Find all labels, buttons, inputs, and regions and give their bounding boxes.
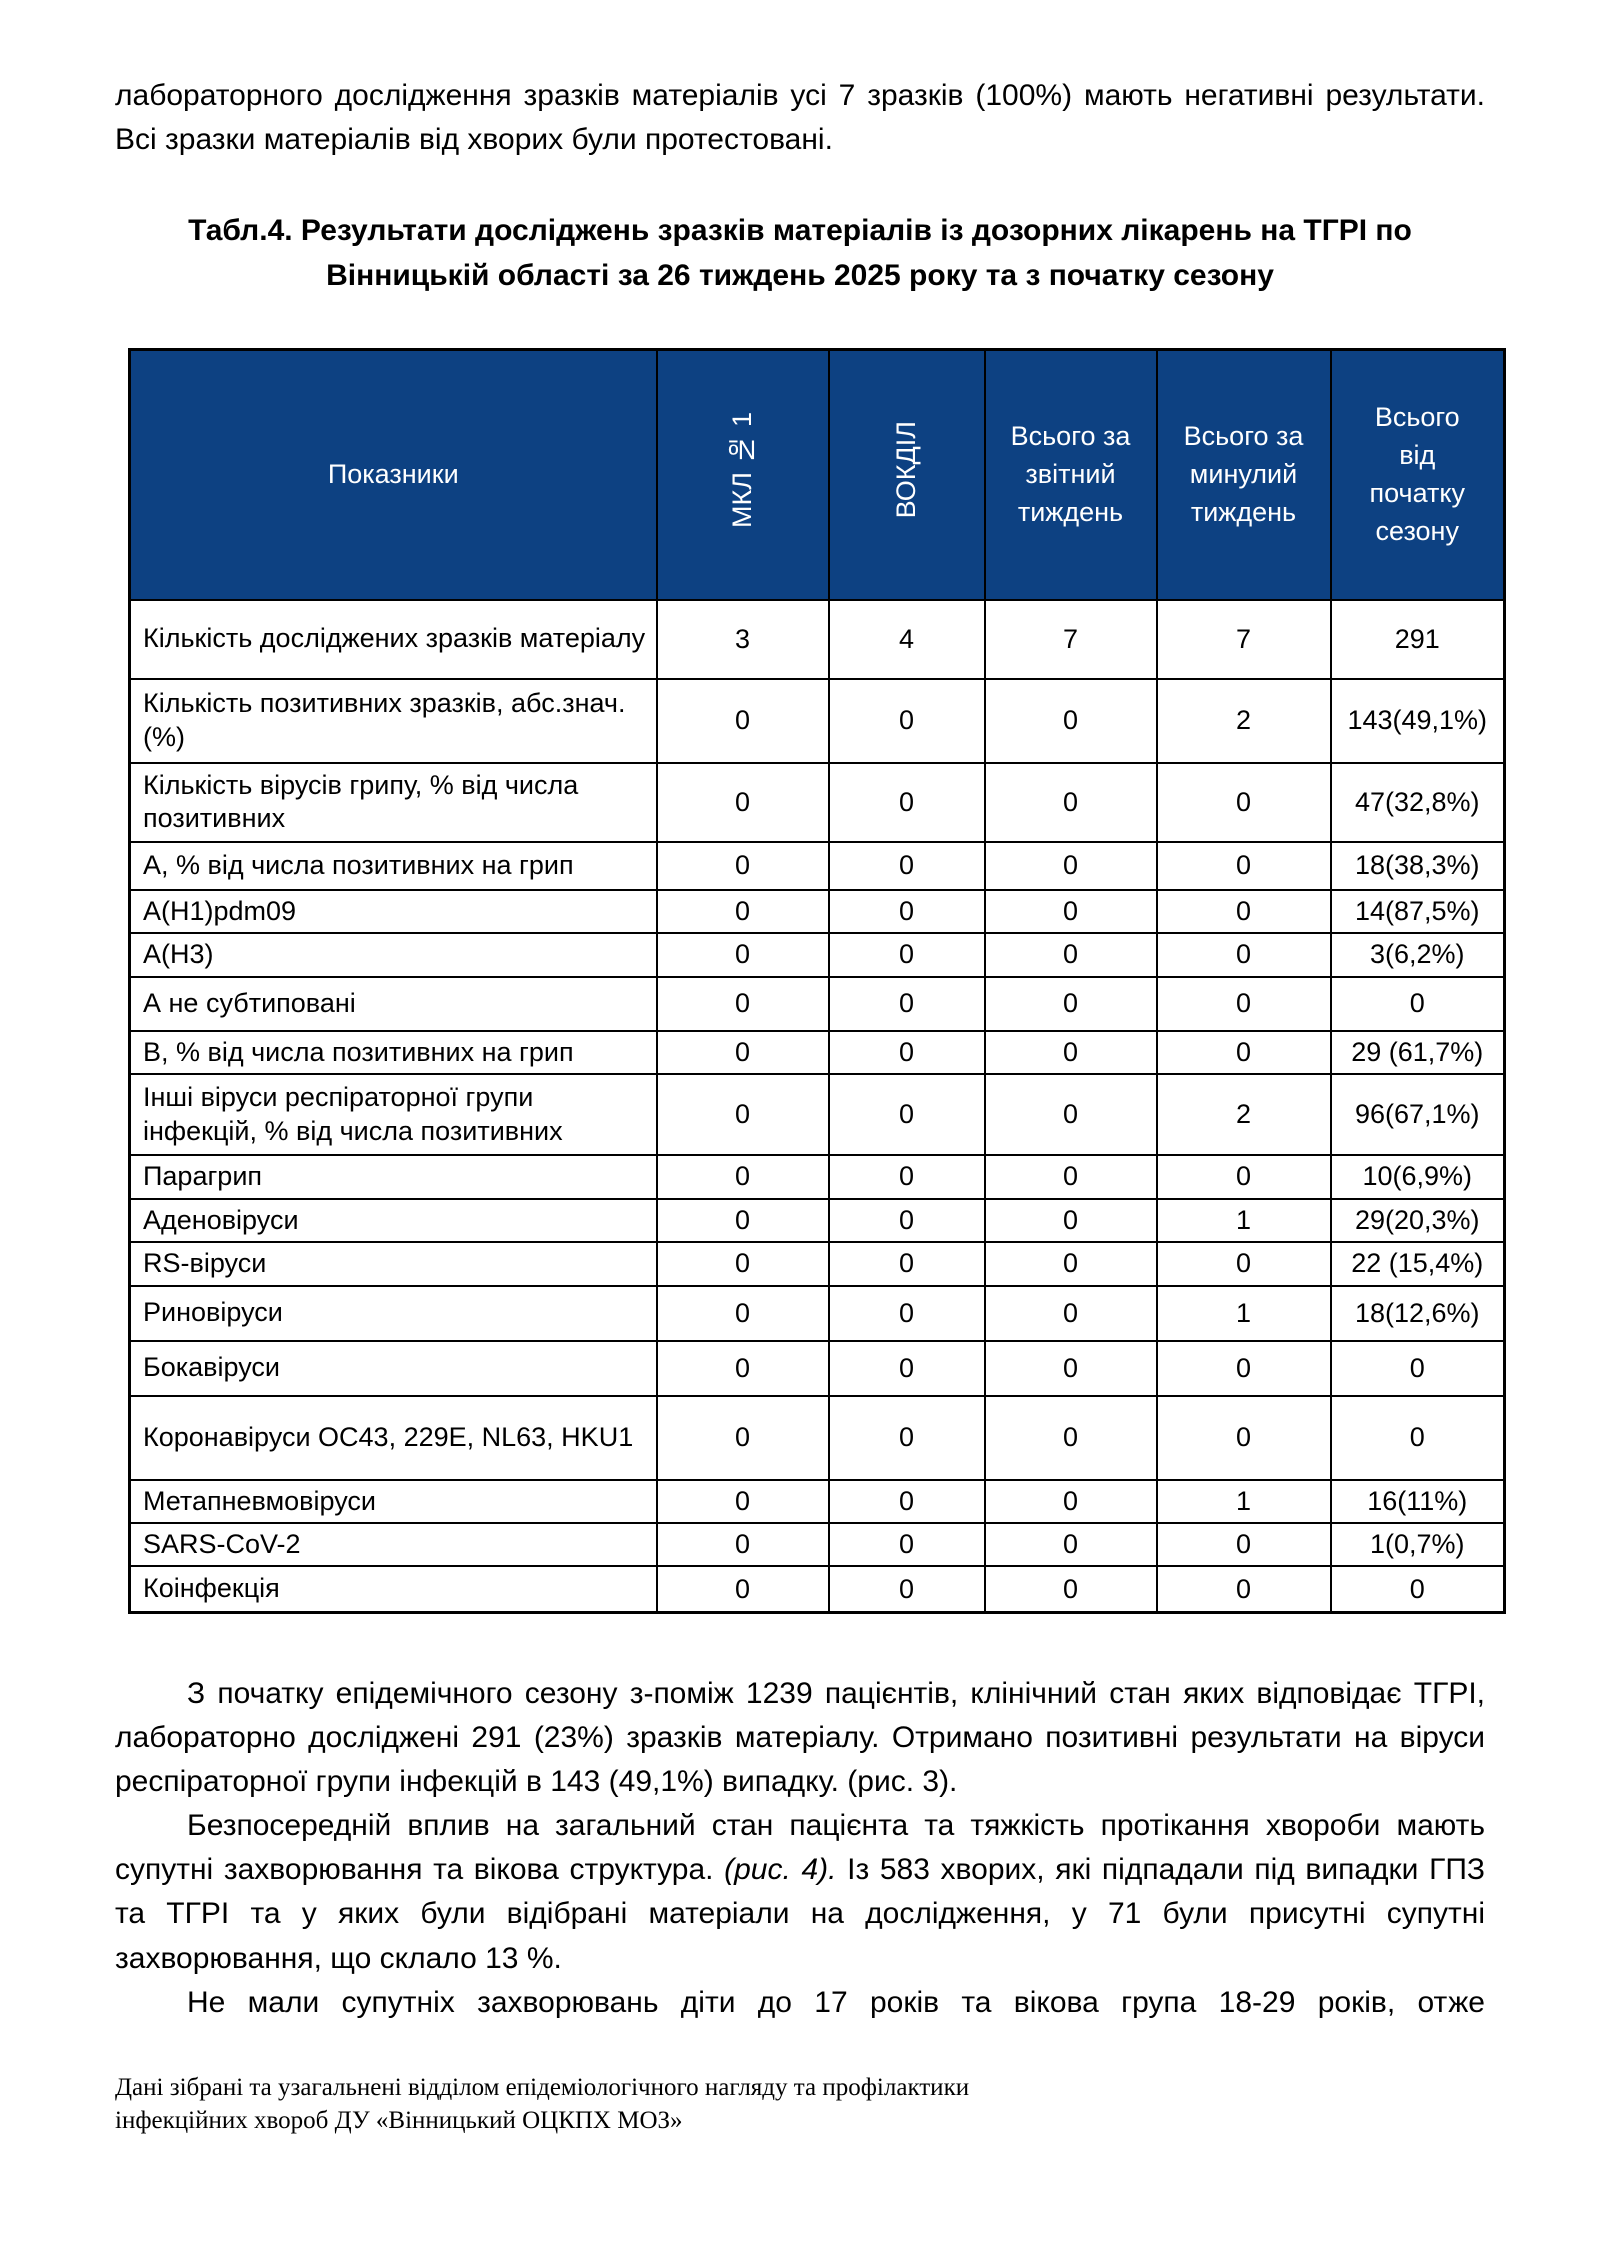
cell-value: 0 xyxy=(657,1242,829,1285)
table-row xyxy=(130,1074,1505,1155)
row-label: А не субтиповані xyxy=(130,977,657,1031)
body-text xyxy=(115,1672,1485,2025)
cell-value: 0 xyxy=(829,1396,985,1480)
cell-value: 0 xyxy=(985,679,1157,763)
cell-value: 47(32,8%) xyxy=(1331,763,1505,842)
cell-value: 0 xyxy=(1157,763,1331,842)
cell-value: 0 xyxy=(829,977,985,1031)
table-row xyxy=(130,1396,1505,1480)
table-row xyxy=(130,1155,1505,1198)
column-header-indicators: Показники xyxy=(130,350,657,600)
cell-value: 0 xyxy=(985,1031,1157,1074)
row-label: Парагрип xyxy=(130,1155,657,1198)
cell-value: 3 xyxy=(657,600,829,679)
cell-value: 0 xyxy=(829,842,985,890)
cell-value: 0 xyxy=(829,1031,985,1074)
cell-value: 0 xyxy=(829,763,985,842)
cell-value: 29 (61,7%) xyxy=(1331,1031,1505,1074)
cell-value: 0 xyxy=(1157,1566,1331,1612)
table-row xyxy=(130,933,1505,976)
cell-value: 0 xyxy=(657,763,829,842)
cell-value: 1(0,7%) xyxy=(1331,1523,1505,1566)
cell-value: 0 xyxy=(829,1074,985,1155)
cell-value: 18(38,3%) xyxy=(1331,842,1505,890)
row-label: Кількість вірусів грипу, % від числа позитивних xyxy=(130,763,657,842)
cell-value: 0 xyxy=(985,1286,1157,1341)
cell-value: 0 xyxy=(829,1286,985,1341)
row-label: А, % від числа позитивних на грип xyxy=(130,842,657,890)
row-label: В, % від числа позитивних на грип xyxy=(130,1031,657,1074)
cell-value: 0 xyxy=(829,1155,985,1198)
row-label: Риновіруси xyxy=(130,1286,657,1341)
cell-value: 0 xyxy=(985,763,1157,842)
table-row xyxy=(130,1199,1505,1242)
cell-value: 0 xyxy=(657,679,829,763)
cell-value: 0 xyxy=(657,1480,829,1523)
row-label: Коінфекція xyxy=(130,1566,657,1612)
cell-value: 1 xyxy=(1157,1199,1331,1242)
cell-value: 4 xyxy=(829,600,985,679)
cell-value: 0 xyxy=(985,1341,1157,1396)
cell-value: 143(49,1%) xyxy=(1331,679,1505,763)
cell-value: 0 xyxy=(1331,1396,1505,1480)
table-body xyxy=(130,600,1505,1613)
cell-value: 0 xyxy=(829,1341,985,1396)
cell-value: 0 xyxy=(985,1566,1157,1612)
cell-value: 0 xyxy=(657,1523,829,1566)
row-label: Кількість досліджених зразків матеріалу xyxy=(130,600,657,679)
cell-value: 0 xyxy=(1331,977,1505,1031)
cell-value: 0 xyxy=(1157,890,1331,933)
column-header-mkl1 xyxy=(657,350,829,600)
table-row xyxy=(130,679,1505,763)
cell-value: 7 xyxy=(985,600,1157,679)
paragraph-age-groups: Не мали супутніх захворювань діти до 17 років та вікова група 18-29 років, отже xyxy=(187,1985,1485,2019)
row-label: SARS-CoV-2 xyxy=(130,1523,657,1566)
cell-value: 0 xyxy=(657,1199,829,1242)
cell-value: 0 xyxy=(985,1523,1157,1566)
table-row xyxy=(130,890,1505,933)
column-header-vokdil xyxy=(829,350,985,600)
cell-value: 96(67,1%) xyxy=(1331,1074,1505,1155)
table-header xyxy=(130,350,1505,600)
cell-value: 22 (15,4%) xyxy=(1331,1242,1505,1285)
cell-value: 0 xyxy=(1157,1341,1331,1396)
cell-value: 0 xyxy=(1331,1341,1505,1396)
footer-note: Дані зібрані та узагальнені відділом епідеміологічного нагляду та профілактики інфекційних хвороб ДУ «Вінницький ОЦКПХ МОЗ» xyxy=(115,2073,970,2135)
column-header-vokdil-label: ВОКДІЛ xyxy=(890,420,921,519)
table-header-row xyxy=(130,350,1505,600)
cell-value: 18(12,6%) xyxy=(1331,1286,1505,1341)
cell-value: 0 xyxy=(1157,1396,1331,1480)
cell-value: 0 xyxy=(985,1480,1157,1523)
table-row xyxy=(130,1480,1505,1523)
cell-value: 29(20,3%) xyxy=(1331,1199,1505,1242)
cell-value: 0 xyxy=(985,1242,1157,1285)
cell-value: 0 xyxy=(829,933,985,976)
cell-value: 0 xyxy=(829,890,985,933)
table-title: Табл.4. Результати досліджень зразків матеріалів із дозорних лікарень на ТГРІ по Вінницькій області за 26 тиждень 2025 року та з початку сезону xyxy=(188,214,1412,293)
table-row xyxy=(130,1242,1505,1285)
table-row xyxy=(130,1566,1505,1612)
cell-value: 10(6,9%) xyxy=(1331,1155,1505,1198)
column-header-season-total: Всього від початку сезону xyxy=(1331,350,1505,600)
table-row xyxy=(130,600,1505,679)
column-header-previous-week: Всього за минулий тиждень xyxy=(1157,350,1331,600)
cell-value: 16(11%) xyxy=(1331,1480,1505,1523)
cell-value: 0 xyxy=(985,933,1157,976)
paragraph-comorbidity-end: Із 583 хворих, які підпадали під випадки ГПЗ та ТГРІ та у яких були відібрані матеріали на дослідження, у 71 були присутні супутні захворювання, що склало 13 %. xyxy=(115,1853,1486,1975)
cell-value: 3(6,2%) xyxy=(1331,933,1505,976)
row-label: Бокавіруси xyxy=(130,1341,657,1396)
table-row xyxy=(130,763,1505,842)
cell-value: 0 xyxy=(1157,933,1331,976)
row-label: RS-віруси xyxy=(130,1242,657,1285)
cell-value: 0 xyxy=(985,1396,1157,1480)
cell-value: 0 xyxy=(829,1242,985,1285)
table-row xyxy=(130,1286,1505,1341)
column-header-report-week: Всього за звітний тиждень xyxy=(985,350,1157,600)
cell-value: 2 xyxy=(1157,1074,1331,1155)
row-label: A(H1)pdm09 xyxy=(130,890,657,933)
cell-value: 0 xyxy=(657,1074,829,1155)
cell-value: 0 xyxy=(1157,842,1331,890)
cell-value: 1 xyxy=(1157,1480,1331,1523)
cell-value: 0 xyxy=(985,890,1157,933)
cell-value: 0 xyxy=(829,1480,985,1523)
figure-reference: (рис. 4). xyxy=(724,1853,837,1887)
cell-value: 0 xyxy=(829,1523,985,1566)
table-row xyxy=(130,1523,1505,1566)
cell-value: 0 xyxy=(1157,1242,1331,1285)
cell-value: 0 xyxy=(829,679,985,763)
cell-value: 291 xyxy=(1331,600,1505,679)
cell-value: 0 xyxy=(657,1566,829,1612)
row-label: Коронавіруси OC43, 229E, NL63, HKU1 xyxy=(130,1396,657,1480)
row-label: Кількість позитивних зразків, абс.знач. (%) xyxy=(130,679,657,763)
cell-value: 14(87,5%) xyxy=(1331,890,1505,933)
cell-value: 0 xyxy=(657,1341,829,1396)
intro-paragraph: лабораторного дослідження зразків матеріалів усі 7 зразків (100%) мають негативні результати. Всі зразки матеріалів від хворих були протестовані. xyxy=(115,79,1485,157)
cell-value: 0 xyxy=(829,1199,985,1242)
cell-value: 2 xyxy=(1157,679,1331,763)
cell-value: 7 xyxy=(1157,600,1331,679)
row-label: A(H3) xyxy=(130,933,657,976)
cell-value: 0 xyxy=(985,977,1157,1031)
paragraph-comorbidity-start: Безпосередній вплив на загальний стан пацієнта та тяжкість протікання хвороби мають супутні захворювання та вікова структура. xyxy=(115,1809,1485,1887)
cell-value: 0 xyxy=(1157,1031,1331,1074)
cell-value: 0 xyxy=(985,1074,1157,1155)
paragraph-season-summary: З початку епідемічного сезону з-поміж 1239 пацієнтів, клінічний стан яких відповідає ТГРІ, лабораторно досліджені 291 (23%) зразків матеріалу. Отримано позитивні результати на віруси респіраторної групи інфекцій в 143 (49,1%) випадку. (рис. 3). xyxy=(115,1676,1485,1799)
cell-value: 1 xyxy=(1157,1286,1331,1341)
cell-value: 0 xyxy=(657,1286,829,1341)
cell-value: 0 xyxy=(657,977,829,1031)
cell-value: 0 xyxy=(1157,977,1331,1031)
table-row xyxy=(130,977,1505,1031)
cell-value: 0 xyxy=(657,890,829,933)
column-header-mkl1-label: МКЛ № 1 xyxy=(726,411,757,528)
cell-value: 0 xyxy=(829,1566,985,1612)
cell-value: 0 xyxy=(1157,1155,1331,1198)
cell-value: 0 xyxy=(657,1031,829,1074)
table-row xyxy=(130,1341,1505,1396)
cell-value: 0 xyxy=(657,1155,829,1198)
row-label: Метапневмовіруси xyxy=(130,1480,657,1523)
cell-value: 0 xyxy=(657,842,829,890)
table-row xyxy=(130,842,1505,890)
table-row xyxy=(130,1031,1505,1074)
cell-value: 0 xyxy=(985,842,1157,890)
paragraph-comorbidity xyxy=(115,1804,1485,1980)
cell-value: 0 xyxy=(657,933,829,976)
cell-value: 0 xyxy=(657,1396,829,1480)
cell-value: 0 xyxy=(985,1199,1157,1242)
cell-value: 0 xyxy=(985,1155,1157,1198)
row-label: Аденовіруси xyxy=(130,1199,657,1242)
cell-value: 0 xyxy=(1157,1523,1331,1566)
cell-value: 0 xyxy=(1331,1566,1505,1612)
row-label: Інші віруси респіраторної групи інфекцій, % від числа позитивних xyxy=(130,1074,657,1155)
results-table xyxy=(128,348,1506,1614)
